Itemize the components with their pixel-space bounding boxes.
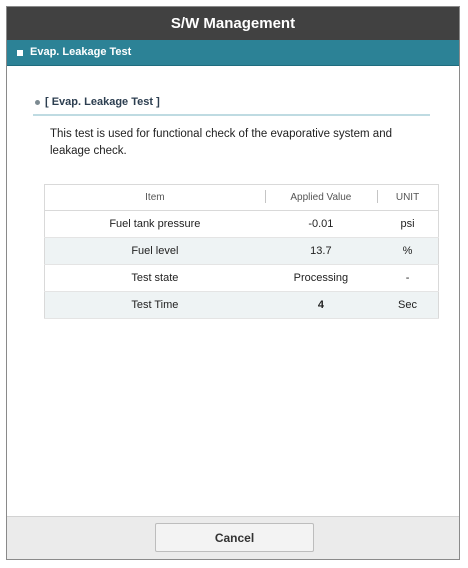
- table-row: [45, 265, 439, 292]
- row-value: -0.01: [265, 211, 377, 238]
- row-unit: -: [377, 265, 438, 292]
- main-content: [7, 90, 459, 319]
- square-bullet-icon: [17, 50, 23, 56]
- footer-bar: [7, 516, 459, 559]
- row-item: Fuel tank pressure: [45, 211, 265, 238]
- table-row: [45, 238, 439, 265]
- column-header-applied-value: [265, 185, 377, 211]
- dialog-window: [6, 6, 460, 560]
- column-header-unit: [377, 185, 438, 211]
- row-value: Processing: [265, 265, 377, 292]
- row-item: Fuel level: [45, 238, 265, 265]
- row-value: 4: [265, 292, 377, 319]
- column-header-item: Item: [45, 185, 265, 211]
- circle-bullet-icon: [35, 100, 40, 105]
- table-header-row: [45, 185, 439, 211]
- test-data-table: [44, 184, 439, 319]
- table-row: [45, 211, 439, 238]
- section-heading: [33, 90, 430, 116]
- test-header-bar: [7, 40, 459, 66]
- row-unit: psi: [377, 211, 438, 238]
- section-heading-label: [ Evap. Leakage Test ]: [45, 96, 160, 108]
- test-description: This test is used for functional check of the evaporative system and leakage check.: [50, 128, 392, 157]
- row-unit: Sec: [377, 292, 438, 319]
- column-separator: [377, 190, 378, 203]
- column-header-applied-value-label: Applied Value: [290, 192, 352, 203]
- table-row: [45, 292, 439, 319]
- column-header-unit-label: UNIT: [395, 192, 420, 203]
- row-unit: %: [377, 238, 438, 265]
- column-separator: [265, 190, 266, 203]
- row-item: Test Time: [45, 292, 265, 319]
- test-header-title: Evap. Leakage Test: [30, 46, 132, 58]
- window-title: S/W Management: [7, 7, 459, 40]
- row-item: Test state: [45, 265, 265, 292]
- row-value: 13.7: [265, 238, 377, 265]
- cancel-button[interactable]: Cancel: [155, 523, 314, 552]
